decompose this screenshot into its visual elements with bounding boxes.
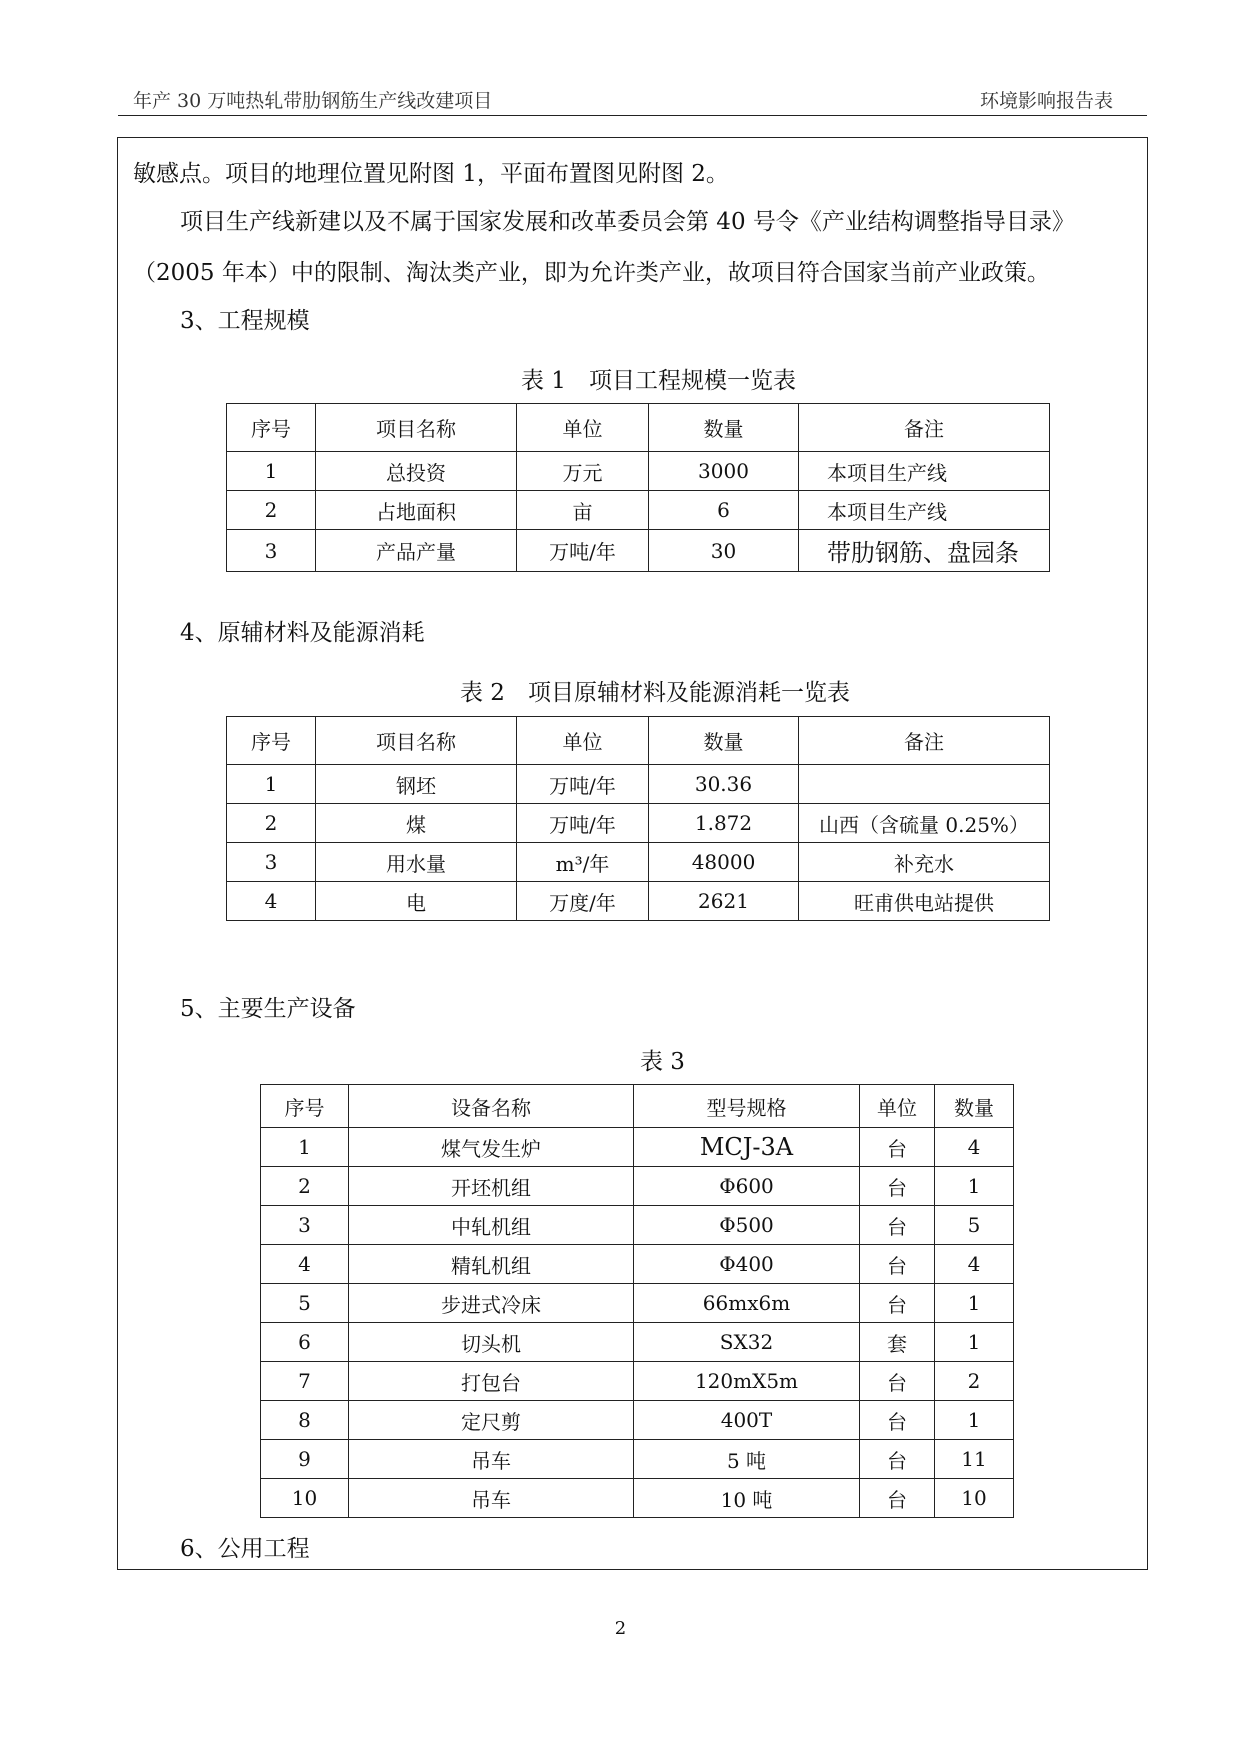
table-cell: 台 [860,1128,935,1167]
table-cell: 3 [227,843,316,882]
table-header-cell: 备注 [799,404,1050,452]
table-header-row [227,404,1050,452]
table-cell: MCJ-3A [634,1128,860,1167]
table-cell: 用水量 [316,843,517,882]
table-row [227,491,1050,530]
table-cell: 精轧机组 [349,1245,634,1284]
table-cell: 总投资 [316,452,517,491]
table-cell: 3 [261,1206,349,1245]
table-cell: Φ500 [634,1206,860,1245]
table-row [261,1245,1014,1284]
section-heading-utilities: 6、公用工程 [180,1536,310,1562]
table-cell: 2 [227,491,316,530]
table-cell: Φ400 [634,1245,860,1284]
table-row [261,1323,1014,1362]
table-header-cell: 序号 [227,404,316,452]
header-project-title: 年产 30 万吨热轧带肋钢筋生产线改建项目 [133,90,493,112]
table-header-cell: 单位 [517,717,649,765]
table-cell: m³/年 [517,843,649,882]
table-cell: 11 [935,1440,1014,1479]
table-cell: 1 [261,1128,349,1167]
table-cell: 亩 [517,491,649,530]
table-cell: 步进式冷床 [349,1284,634,1323]
table-header-cell: 项目名称 [316,717,517,765]
table-row [227,452,1050,491]
table-cell: 2 [261,1167,349,1206]
paragraph-location: 敏感点。项目的地理位置见附图 1，平面布置图见附图 2。 [133,161,729,187]
table-cell: 台 [860,1479,935,1518]
table-header-cell: 数量 [649,717,799,765]
table-cell: 6 [261,1323,349,1362]
table-row [261,1284,1014,1323]
table-row [261,1479,1014,1518]
table-row [227,804,1050,843]
table-cell: 7 [261,1362,349,1401]
table-row [261,1128,1014,1167]
table-cell: 切头机 [349,1323,634,1362]
table-cell: 3000 [649,452,799,491]
paragraph-policy-line1: 项目生产线新建以及不属于国家发展和改革委员会第 40 号令《产业结构调整指导目录》 [180,209,1075,235]
table-cell: 10 [261,1479,349,1518]
table-cell: 66mx6m [634,1284,860,1323]
table-cell: 9 [261,1440,349,1479]
table-cell: 占地面积 [316,491,517,530]
table-header-cell: 备注 [799,717,1050,765]
table1-project-scale [226,403,1050,572]
table-cell: 10 吨 [634,1479,860,1518]
table-cell: 48000 [649,843,799,882]
table-cell: 2621 [649,882,799,921]
table-cell: 4 [935,1245,1014,1284]
table-cell: 台 [860,1401,935,1440]
table-cell: 1 [935,1284,1014,1323]
table-cell: 煤气发生炉 [349,1128,634,1167]
table-cell: 1 [935,1401,1014,1440]
table-cell: 台 [860,1440,935,1479]
section-heading-equipment: 5、主要生产设备 [180,996,356,1022]
table-cell: 台 [860,1284,935,1323]
table-row [261,1440,1014,1479]
table-header-cell: 序号 [261,1085,349,1128]
table-cell: 钢坯 [316,765,517,804]
table3-caption: 表 3 [640,1049,685,1075]
table-cell: 中轧机组 [349,1206,634,1245]
table-cell: 30.36 [649,765,799,804]
table-cell: 1 [935,1323,1014,1362]
table-cell: 煤 [316,804,517,843]
table-cell: 台 [860,1167,935,1206]
table-cell: 400T [634,1401,860,1440]
table-cell [799,765,1050,804]
table-header-cell: 型号规格 [634,1085,860,1128]
table-cell: 2 [227,804,316,843]
header-report-type: 环境影响报告表 [979,90,1113,112]
table-header-cell: 单位 [517,404,649,452]
table-cell: 3 [227,530,316,572]
table-cell: 1.872 [649,804,799,843]
table-cell: 30 [649,530,799,572]
table-cell: 1 [935,1167,1014,1206]
table-header-row [227,717,1050,765]
section-heading-scale: 3、工程规模 [180,308,310,334]
table-cell: 带肋钢筋、盘园条 [799,530,1050,572]
table-cell: 台 [860,1362,935,1401]
table-cell: 5 吨 [634,1440,860,1479]
section-heading-materials: 4、原辅材料及能源消耗 [180,620,425,646]
table-cell: 吊车 [349,1440,634,1479]
table-cell: 补充水 [799,843,1050,882]
table-cell: 万度/年 [517,882,649,921]
table-cell: 本项目生产线 [799,491,1050,530]
table-cell: 吊车 [349,1479,634,1518]
table-cell: 万吨/年 [517,804,649,843]
table-header-row [261,1085,1014,1128]
table-cell: 套 [860,1323,935,1362]
table3-equipment [260,1084,1014,1518]
table-row [261,1362,1014,1401]
table-header-cell: 项目名称 [316,404,517,452]
table-cell: 打包台 [349,1362,634,1401]
table-row [227,765,1050,804]
table-row [227,882,1050,921]
table-cell: 4 [935,1128,1014,1167]
table-row [261,1401,1014,1440]
table-cell: 定尺剪 [349,1401,634,1440]
table-cell: 8 [261,1401,349,1440]
table-cell: 万吨/年 [517,765,649,804]
table-cell: 5 [261,1284,349,1323]
table-cell: 万吨/年 [517,530,649,572]
table-header-cell: 数量 [649,404,799,452]
table-cell: 产品产量 [316,530,517,572]
table-cell: 万元 [517,452,649,491]
table-row [227,530,1050,572]
table-cell: 120mX5m [634,1362,860,1401]
table1-caption: 表 1 项目工程规模一览表 [521,368,796,394]
table-cell: 开坯机组 [349,1167,634,1206]
table-cell: 1 [227,765,316,804]
table-cell: 台 [860,1245,935,1284]
table-row [227,843,1050,882]
table-row [261,1167,1014,1206]
table-header-cell: 序号 [227,717,316,765]
table-cell: 4 [227,882,316,921]
table-header-cell: 单位 [860,1085,935,1128]
table-header-cell: 数量 [935,1085,1014,1128]
table-cell: 10 [935,1479,1014,1518]
table-cell: 5 [935,1206,1014,1245]
table-cell: 1 [227,452,316,491]
table-cell: 6 [649,491,799,530]
table-cell: 4 [261,1245,349,1284]
table-header-cell: 设备名称 [349,1085,634,1128]
table-cell: Φ600 [634,1167,860,1206]
table-cell: SX32 [634,1323,860,1362]
table2-materials-energy [226,716,1050,921]
page-number: 2 [614,1618,627,1639]
table-cell: 山西（含硫量 0.25%） [799,804,1050,843]
table-cell: 电 [316,882,517,921]
table-cell: 2 [935,1362,1014,1401]
table-cell: 台 [860,1206,935,1245]
table2-caption: 表 2 项目原辅材料及能源消耗一览表 [460,680,850,706]
table-cell: 本项目生产线 [799,452,1050,491]
header-divider [118,115,1147,116]
table-row [261,1206,1014,1245]
table-cell: 旺甫供电站提供 [799,882,1050,921]
paragraph-policy-line2: （2005 年本）中的限制、淘汰类产业，即为允许类产业，故项目符合国家当前产业政策。 [133,260,1050,286]
